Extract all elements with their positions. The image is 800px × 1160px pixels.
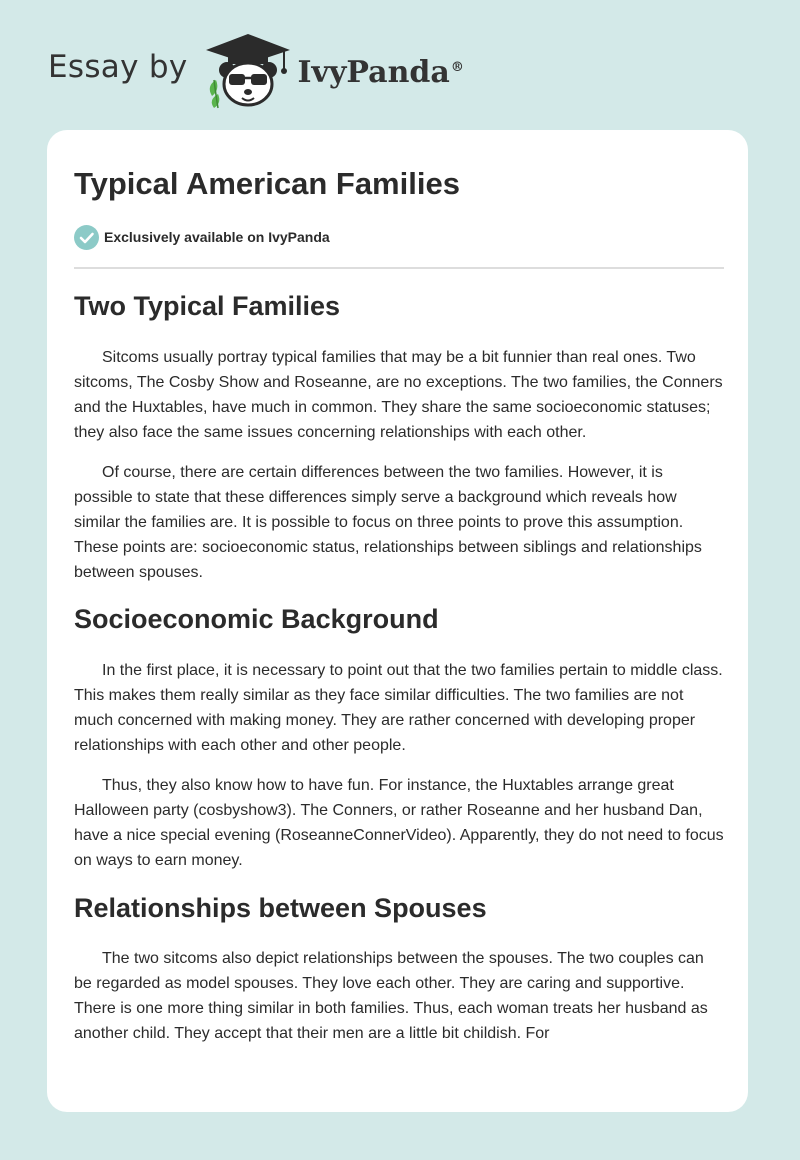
panda-logo-icon[interactable]	[202, 30, 294, 110]
paragraph: In the first place, it is necessary to point out that the two families pertain to middle class. This makes them really similar as they face similar difficulties. The two families are not much concerned with making money. They are rather concerned with developing proper relationships with each other and other people.	[74, 662, 723, 754]
essay-card	[47, 130, 748, 1112]
essay-title: Typical American Families	[74, 166, 460, 201]
section-heading-socioeconomic-background: Socioeconomic Background	[74, 604, 439, 634]
paragraph: Of course, there are certain differences between the two families. However, it is possible to state that these differences simply serve a background which reveals how similar the families are. It is possible to focus on three points to prove this assumption. These points are: socioeconomic status, relationships between siblings and relationships between spouses.	[74, 464, 702, 581]
trademark-symbol: ®	[450, 59, 464, 75]
essay-by-label: Essay by	[48, 49, 188, 85]
exclusive-badge-label: Exclusively available on IvyPanda	[104, 229, 330, 245]
section-heading-two-typical-families: Two Typical Families	[74, 291, 341, 321]
check-circle-icon	[74, 225, 99, 250]
paragraph: The two sitcoms also depict relationships between the spouses. The two couples can be regarded as model spouses. They love each other. They are caring and supportive. There is one more thing similar in both families. Thus, each woman treats her husband as another child. They accept that their men are a little bit childish. For	[74, 950, 708, 1042]
paragraph: Sitcoms usually portray typical families that may be a bit funnier than real ones. Two sitcoms, The Cosby Show and Roseanne, are no exceptions. The two families, the Conners and the Huxtables, have much in common. They share the same socioeconomic statuses; they also face the same issues concerning relationships with each other.	[74, 349, 723, 441]
site-header	[48, 30, 464, 110]
brand-text[interactable]: IvyPanda	[297, 54, 450, 90]
paragraph: Thus, they also know how to have fun. For instance, the Huxtables arrange great Halloween party (cosbyshow3). The Conners, or rather Roseanne and her husband Dan, have a nice special evening (RoseanneConnerVideo). Apparently, they do not need to focus on ways to earn money.	[74, 777, 724, 869]
brand-name[interactable]	[298, 55, 464, 90]
essay-content	[74, 164, 724, 1046]
title-divider	[74, 267, 724, 269]
exclusive-badge	[74, 224, 724, 250]
section-heading-relationships-between-spouses: Relationships between Spouses	[74, 893, 487, 923]
